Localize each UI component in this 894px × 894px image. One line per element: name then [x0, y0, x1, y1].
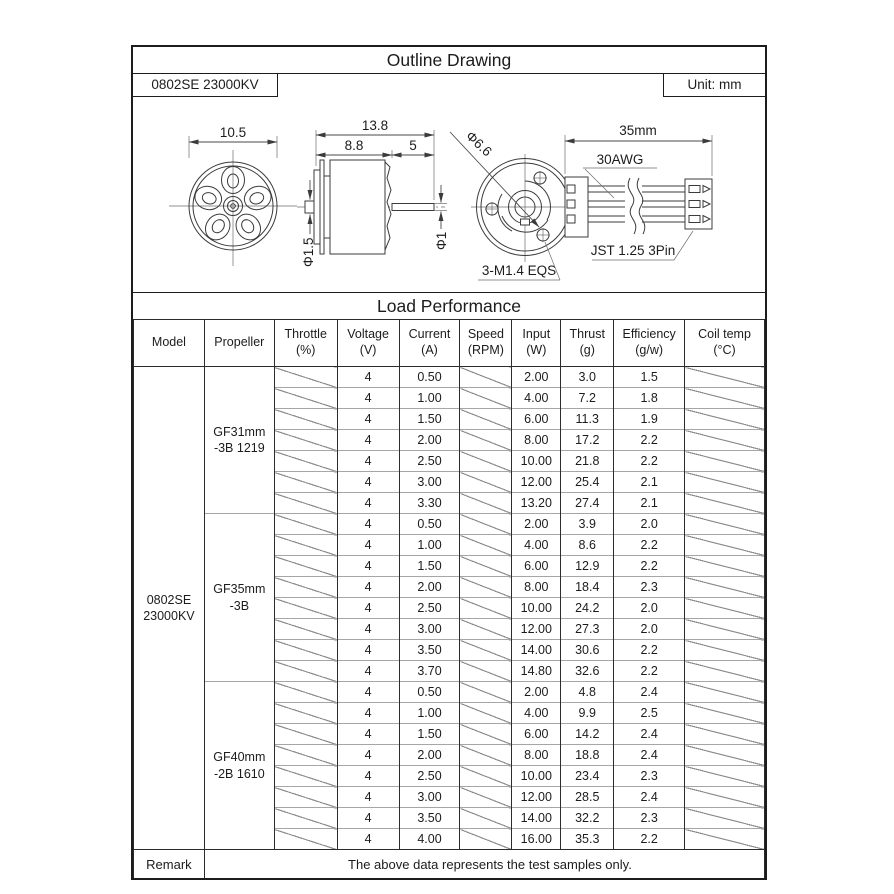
value-cell: 8.6 [561, 535, 614, 556]
value-cell: 7.2 [561, 388, 614, 409]
value-cell: 12.00 [512, 787, 561, 808]
value-cell: 4 [337, 472, 399, 493]
model-cell: 0802SE 23000KV [134, 367, 205, 850]
no-data-cell [460, 388, 512, 409]
remark-section [134, 850, 765, 879]
load-performance-title: Load Performance [133, 292, 765, 319]
value-cell: 32.6 [561, 661, 614, 682]
no-data-cell [460, 808, 512, 829]
value-cell: 3.30 [399, 493, 460, 514]
value-cell: 4 [337, 745, 399, 766]
no-data-cell [274, 451, 337, 472]
value-cell: 0.50 [399, 514, 460, 535]
value-cell: 3.00 [399, 619, 460, 640]
no-data-cell [274, 409, 337, 430]
value-cell: 2.00 [512, 682, 561, 703]
no-data-cell [685, 598, 765, 619]
no-data-cell [685, 409, 765, 430]
no-data-cell [274, 787, 337, 808]
value-cell: 2.00 [512, 514, 561, 535]
value-cell: 4.00 [512, 535, 561, 556]
value-cell: 0.50 [399, 367, 460, 388]
outline-drawing-region [133, 74, 765, 292]
no-data-cell [274, 514, 337, 535]
no-data-cell [685, 472, 765, 493]
no-data-cell [274, 661, 337, 682]
column-header: Thrust (g) [561, 320, 614, 367]
value-cell: 30.6 [561, 640, 614, 661]
no-data-cell [274, 598, 337, 619]
no-data-cell [274, 577, 337, 598]
value-cell: 24.2 [561, 598, 614, 619]
value-cell: 18.4 [561, 577, 614, 598]
value-cell: 2.00 [399, 745, 460, 766]
value-cell: 18.8 [561, 745, 614, 766]
no-data-cell [274, 619, 337, 640]
no-data-cell [460, 661, 512, 682]
value-cell: 4 [337, 451, 399, 472]
no-data-cell [685, 514, 765, 535]
value-cell: 4 [337, 514, 399, 535]
value-cell: 2.4 [614, 745, 685, 766]
value-cell: 14.80 [512, 661, 561, 682]
mount-spec-label: 3-M1.4 EQS [481, 263, 557, 278]
dim-cable-length: 35mm [619, 123, 657, 138]
no-data-cell [685, 682, 765, 703]
value-cell: 1.00 [399, 535, 460, 556]
value-cell: 6.00 [512, 556, 561, 577]
value-cell: 1.00 [399, 703, 460, 724]
value-cell: 8.00 [512, 745, 561, 766]
value-cell: 2.50 [399, 766, 460, 787]
value-cell: 2.3 [614, 766, 685, 787]
dim-front-shaft-dia: Φ1 [434, 231, 449, 250]
column-header: Coil temp (°C) [685, 320, 765, 367]
value-cell: 2.00 [399, 430, 460, 451]
value-cell: 2.3 [614, 808, 685, 829]
value-cell: 35.3 [561, 829, 614, 850]
value-cell: 4 [337, 556, 399, 577]
no-data-cell [685, 787, 765, 808]
no-data-cell [460, 535, 512, 556]
value-cell: 1.50 [399, 556, 460, 577]
value-cell: 14.00 [512, 808, 561, 829]
no-data-cell [460, 724, 512, 745]
value-cell: 9.9 [561, 703, 614, 724]
unit-label-box: Unit: mm [663, 74, 765, 97]
no-data-cell [685, 493, 765, 514]
value-cell: 2.0 [614, 514, 685, 535]
value-cell: 1.8 [614, 388, 685, 409]
value-cell: 12.9 [561, 556, 614, 577]
value-cell: 3.00 [399, 787, 460, 808]
value-cell: 1.50 [399, 724, 460, 745]
no-data-cell [685, 724, 765, 745]
value-cell: 4 [337, 535, 399, 556]
dim-overall-length: 13.8 [361, 118, 389, 133]
value-cell: 3.9 [561, 514, 614, 535]
no-data-cell [460, 493, 512, 514]
remark-text: The above data represents the test samples only. [204, 850, 764, 879]
value-cell: 10.00 [512, 766, 561, 787]
dim-rear-shaft-dia: Φ1.5 [301, 237, 316, 267]
value-cell: 2.2 [614, 556, 685, 577]
no-data-cell [685, 808, 765, 829]
outline-drawing-title: Outline Drawing [133, 47, 765, 74]
no-data-cell [274, 430, 337, 451]
value-cell: 4 [337, 430, 399, 451]
no-data-cell [685, 367, 765, 388]
table-header-row [134, 320, 765, 367]
no-data-cell [274, 556, 337, 577]
no-data-cell [460, 577, 512, 598]
value-cell: 2.0 [614, 619, 685, 640]
no-data-cell [685, 619, 765, 640]
value-cell: 2.00 [512, 367, 561, 388]
value-cell: 23.4 [561, 766, 614, 787]
value-cell: 2.4 [614, 787, 685, 808]
value-cell: 2.00 [399, 577, 460, 598]
value-cell: 4 [337, 619, 399, 640]
value-cell: 2.2 [614, 661, 685, 682]
value-cell: 4 [337, 682, 399, 703]
value-cell: 8.00 [512, 577, 561, 598]
value-cell: 16.00 [512, 829, 561, 850]
column-header: Current (A) [399, 320, 460, 367]
dim-front-width: 10.5 [219, 125, 247, 140]
value-cell: 2.2 [614, 535, 685, 556]
propeller-cell: GF40mm -2B 1610 [204, 682, 274, 850]
value-cell: 2.1 [614, 493, 685, 514]
wire-gauge-label: 30AWG [596, 152, 644, 167]
value-cell: 4 [337, 598, 399, 619]
no-data-cell [460, 766, 512, 787]
no-data-cell [685, 577, 765, 598]
value-cell: 14.00 [512, 640, 561, 661]
value-cell: 1.00 [399, 388, 460, 409]
value-cell: 8.00 [512, 430, 561, 451]
side-view [297, 118, 449, 267]
no-data-cell [460, 556, 512, 577]
column-header: Efficiency (g/w) [614, 320, 685, 367]
no-data-cell [274, 745, 337, 766]
no-data-cell [460, 640, 512, 661]
no-data-cell [274, 493, 337, 514]
value-cell: 3.00 [399, 472, 460, 493]
no-data-cell [685, 451, 765, 472]
column-header: Model [134, 320, 205, 367]
no-data-cell [274, 808, 337, 829]
value-cell: 2.4 [614, 724, 685, 745]
value-cell: 4.00 [399, 829, 460, 850]
value-cell: 4.00 [512, 703, 561, 724]
no-data-cell [274, 724, 337, 745]
table-row [134, 514, 765, 535]
no-data-cell [460, 682, 512, 703]
no-data-cell [274, 829, 337, 850]
value-cell: 4 [337, 703, 399, 724]
value-cell: 2.3 [614, 577, 685, 598]
value-cell: 2.1 [614, 472, 685, 493]
value-cell: 28.5 [561, 787, 614, 808]
column-header: Throttle (%) [274, 320, 337, 367]
value-cell: 2.50 [399, 451, 460, 472]
no-data-cell [274, 367, 337, 388]
no-data-cell [460, 430, 512, 451]
value-cell: 4 [337, 367, 399, 388]
no-data-cell [274, 640, 337, 661]
value-cell: 11.3 [561, 409, 614, 430]
no-data-cell [274, 682, 337, 703]
value-cell: 27.4 [561, 493, 614, 514]
value-cell: 3.70 [399, 661, 460, 682]
column-header: Input (W) [512, 320, 561, 367]
no-data-cell [460, 619, 512, 640]
value-cell: 4 [337, 829, 399, 850]
value-cell: 2.2 [614, 451, 685, 472]
value-cell: 4 [337, 787, 399, 808]
no-data-cell [460, 787, 512, 808]
value-cell: 4 [337, 661, 399, 682]
value-cell: 2.2 [614, 640, 685, 661]
value-cell: 6.00 [512, 724, 561, 745]
no-data-cell [685, 640, 765, 661]
value-cell: 21.8 [561, 451, 614, 472]
value-cell: 14.2 [561, 724, 614, 745]
value-cell: 3.0 [561, 367, 614, 388]
value-cell: 4 [337, 724, 399, 745]
load-performance-table [133, 319, 765, 878]
value-cell: 1.5 [614, 367, 685, 388]
front-view [169, 125, 297, 266]
value-cell: 1.50 [399, 409, 460, 430]
remark-label: Remark [134, 850, 205, 879]
no-data-cell [685, 556, 765, 577]
value-cell: 4.00 [512, 388, 561, 409]
value-cell: 32.2 [561, 808, 614, 829]
value-cell: 13.20 [512, 493, 561, 514]
value-cell: 3.50 [399, 640, 460, 661]
dim-boss-dia: Φ6.6 [462, 128, 495, 160]
no-data-cell [274, 703, 337, 724]
no-data-cell [460, 367, 512, 388]
no-data-cell [460, 472, 512, 493]
no-data-cell [685, 745, 765, 766]
remark-row [134, 850, 765, 879]
no-data-cell [685, 766, 765, 787]
connector-label: JST 1.25 3Pin [590, 243, 676, 258]
no-data-cell [685, 703, 765, 724]
no-data-cell [460, 409, 512, 430]
value-cell: 3.50 [399, 808, 460, 829]
no-data-cell [685, 829, 765, 850]
no-data-cell [460, 451, 512, 472]
value-cell: 2.2 [614, 829, 685, 850]
value-cell: 4 [337, 409, 399, 430]
value-cell: 2.2 [614, 430, 685, 451]
value-cell: 4.8 [561, 682, 614, 703]
no-data-cell [460, 514, 512, 535]
propeller-cell: GF35mm -3B [204, 514, 274, 682]
dim-shaft-length: 5 [409, 138, 417, 153]
column-header: Voltage (V) [337, 320, 399, 367]
no-data-cell [685, 430, 765, 451]
no-data-cell [685, 661, 765, 682]
value-cell: 2.5 [614, 703, 685, 724]
value-cell: 2.0 [614, 598, 685, 619]
value-cell: 4 [337, 640, 399, 661]
value-cell: 10.00 [512, 451, 561, 472]
back-view [450, 123, 712, 280]
value-cell: 25.4 [561, 472, 614, 493]
value-cell: 2.50 [399, 598, 460, 619]
value-cell: 17.2 [561, 430, 614, 451]
column-header: Speed (RPM) [460, 320, 512, 367]
no-data-cell [460, 745, 512, 766]
table-body [134, 367, 765, 850]
value-cell: 4 [337, 493, 399, 514]
no-data-cell [274, 766, 337, 787]
value-cell: 27.3 [561, 619, 614, 640]
no-data-cell [685, 388, 765, 409]
value-cell: 4 [337, 577, 399, 598]
value-cell: 10.00 [512, 598, 561, 619]
no-data-cell [274, 472, 337, 493]
value-cell: 12.00 [512, 472, 561, 493]
table-row [134, 367, 765, 388]
value-cell: 4 [337, 388, 399, 409]
value-cell: 4 [337, 808, 399, 829]
table-row [134, 682, 765, 703]
value-cell: 12.00 [512, 619, 561, 640]
value-cell: 4 [337, 766, 399, 787]
value-cell: 6.00 [512, 409, 561, 430]
no-data-cell [460, 829, 512, 850]
value-cell: 2.4 [614, 682, 685, 703]
no-data-cell [460, 598, 512, 619]
column-header: Propeller [204, 320, 274, 367]
no-data-cell [274, 535, 337, 556]
motor-outline-drawing [133, 74, 765, 292]
no-data-cell [685, 535, 765, 556]
no-data-cell [274, 388, 337, 409]
value-cell: 1.9 [614, 409, 685, 430]
propeller-cell: GF31mm -3B 1219 [204, 367, 274, 514]
no-data-cell [460, 703, 512, 724]
value-cell: 0.50 [399, 682, 460, 703]
dim-body-length: 8.8 [344, 138, 364, 153]
model-label-box: 0802SE 23000KV [133, 74, 278, 97]
spec-sheet [131, 45, 767, 880]
